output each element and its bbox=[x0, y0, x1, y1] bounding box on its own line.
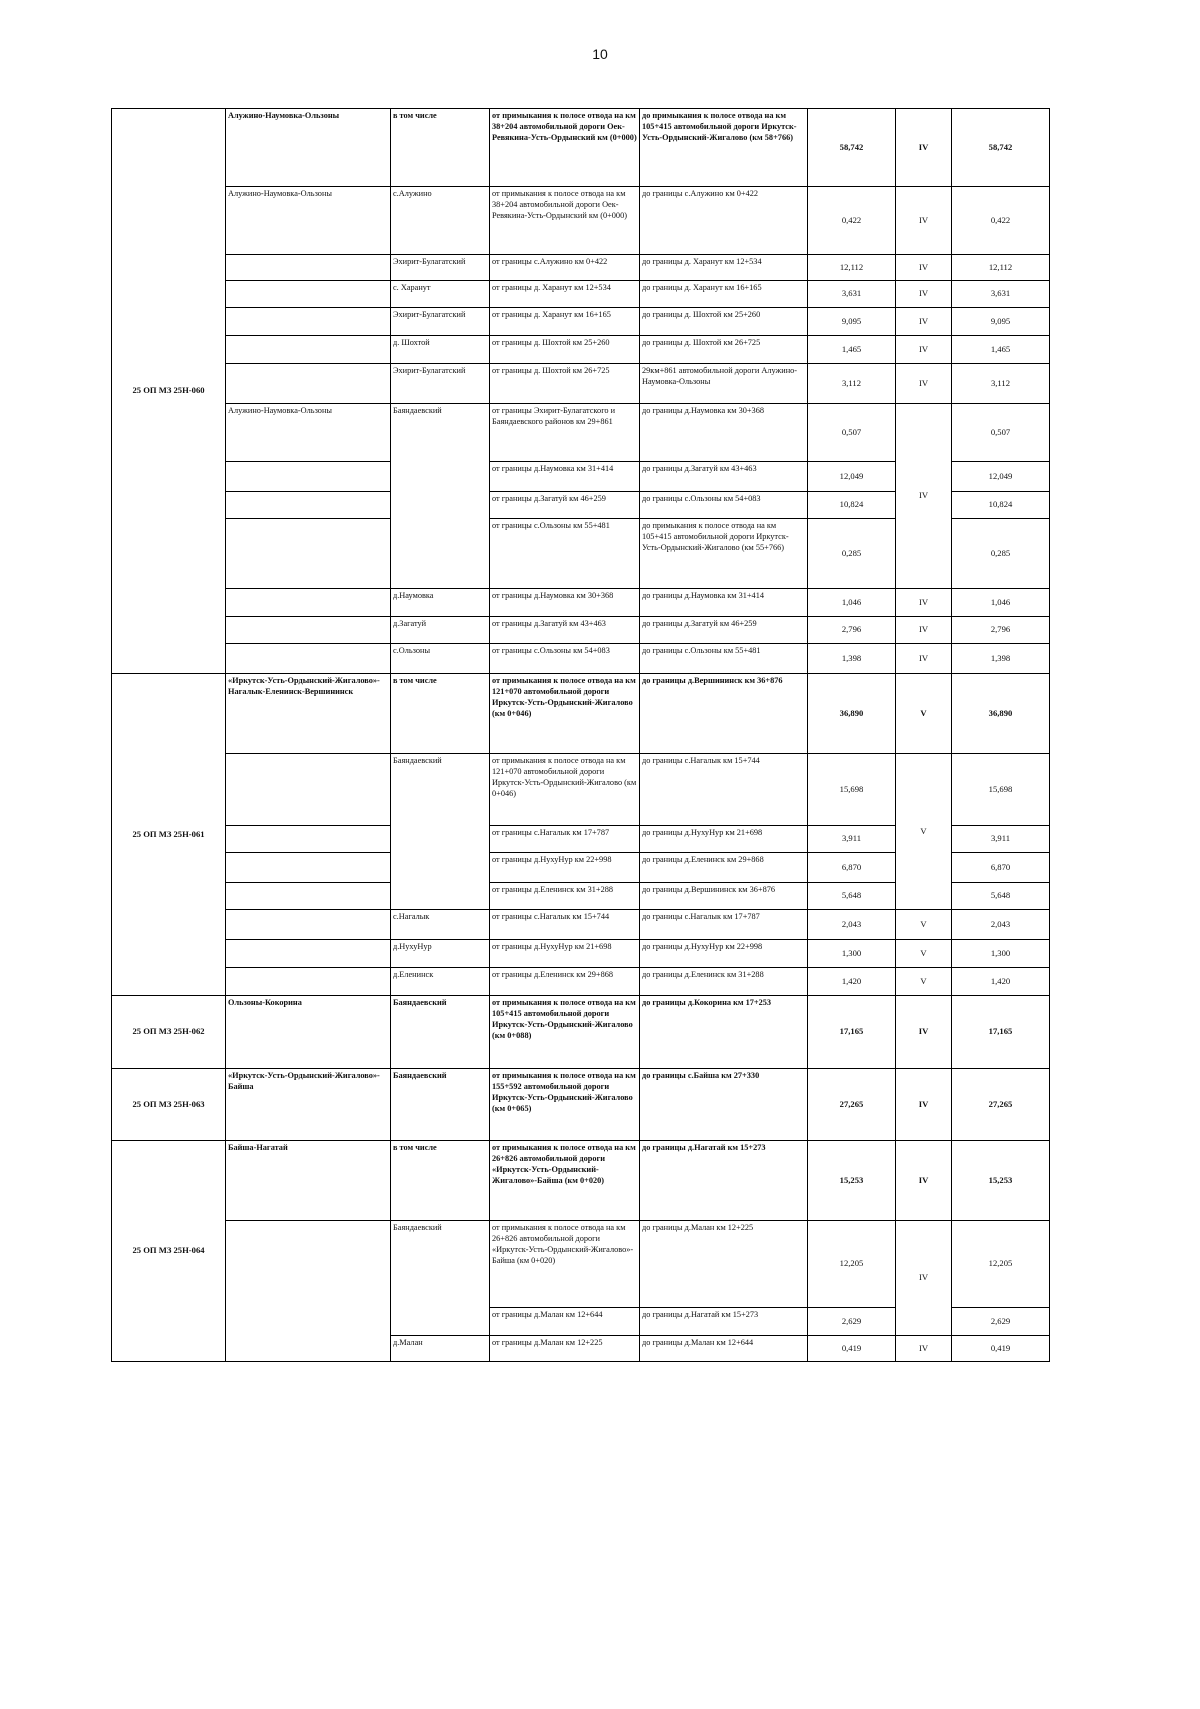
road-name bbox=[226, 364, 391, 404]
category-cell: IV bbox=[896, 109, 952, 187]
category-cell: V bbox=[896, 968, 952, 996]
length-cell: 27,265 bbox=[808, 1069, 896, 1141]
from-cell: от границы с.Нагалык км 17+787 bbox=[490, 826, 640, 853]
from-cell: от границы с.Ользоны км 55+481 bbox=[490, 519, 640, 589]
from-cell: от примыкания к полосе отвода на км 38+204 автомобильной дороги Оек-Ревякина-Усть-Ордынский км (0+000) bbox=[490, 109, 640, 187]
length-cell: 17,165 bbox=[808, 996, 896, 1069]
from-cell: от границы д.Еленинск км 29+868 bbox=[490, 968, 640, 996]
to-cell: до границы с.Ользоны км 54+083 bbox=[640, 492, 808, 519]
category-cell: IV bbox=[896, 996, 952, 1069]
to-cell: до границы с.Нагалык км 17+787 bbox=[640, 910, 808, 940]
length-cell: 36,890 bbox=[808, 674, 896, 754]
to-cell: до границы д.Загатуй км 46+259 bbox=[640, 617, 808, 644]
table-row bbox=[112, 617, 1050, 644]
road-name bbox=[226, 617, 391, 644]
district-cell: Баяндаевский bbox=[391, 1221, 490, 1336]
total-cell: 2,043 bbox=[952, 910, 1050, 940]
from-cell: от границы с.Ользоны км 54+083 bbox=[490, 644, 640, 674]
road-code: 25 ОП МЗ 25Н-063 bbox=[112, 1069, 226, 1141]
total-cell: 1,046 bbox=[952, 589, 1050, 617]
total-cell: 1,465 bbox=[952, 336, 1050, 364]
total-cell: 12,112 bbox=[952, 255, 1050, 281]
category-cell: V bbox=[896, 754, 952, 910]
to-cell: до границы с.Ользоны км 55+481 bbox=[640, 644, 808, 674]
to-cell: до границы д. Шохтой км 26+725 bbox=[640, 336, 808, 364]
total-cell: 3,631 bbox=[952, 281, 1050, 308]
length-cell: 1,420 bbox=[808, 968, 896, 996]
length-cell: 0,285 bbox=[808, 519, 896, 589]
length-cell: 12,112 bbox=[808, 255, 896, 281]
to-cell: до границы д.Кокорина км 17+253 bbox=[640, 996, 808, 1069]
from-cell: от границы д.Малан км 12+644 bbox=[490, 1308, 640, 1336]
table-row bbox=[112, 1069, 1050, 1141]
from-cell: от границы д.Загатуй км 43+463 bbox=[490, 617, 640, 644]
district-cell: с.Нагалык bbox=[391, 910, 490, 940]
total-cell: 1,420 bbox=[952, 968, 1050, 996]
total-cell: 17,165 bbox=[952, 996, 1050, 1069]
table-row bbox=[112, 754, 1050, 826]
table-row bbox=[112, 109, 1050, 187]
category-cell: IV bbox=[896, 255, 952, 281]
district-cell: д.НухуНур bbox=[391, 940, 490, 968]
from-cell: от границы д.Еленинск км 31+288 bbox=[490, 883, 640, 910]
total-cell: 12,205 bbox=[952, 1221, 1050, 1308]
road-name bbox=[226, 462, 391, 492]
total-cell: 58,742 bbox=[952, 109, 1050, 187]
from-cell: от примыкания к полосе отвода на км 26+826 автомобильной дороги «Иркутск-Усть-Ордынский-Жигалово»-Байша (км 0+020) bbox=[490, 1141, 640, 1221]
district-cell: в том числе bbox=[391, 674, 490, 754]
road-name bbox=[226, 255, 391, 281]
to-cell: до границы с.Байша км 27+330 bbox=[640, 1069, 808, 1141]
total-cell: 2,629 bbox=[952, 1308, 1050, 1336]
from-cell: от границы д.Наумовка км 31+414 bbox=[490, 462, 640, 492]
to-cell: до границы д.Нагатай км 15+273 bbox=[640, 1308, 808, 1336]
road-name: Алужино-Наумовка-Ользоны bbox=[226, 109, 391, 187]
category-cell: IV bbox=[896, 187, 952, 255]
length-cell: 58,742 bbox=[808, 109, 896, 187]
total-cell: 27,265 bbox=[952, 1069, 1050, 1141]
from-cell: от примыкания к полосе отвода на км 121+070 автомобильной дороги Иркутск-Усть-Ордынский-Жигалово (км 0+046) bbox=[490, 674, 640, 754]
category-cell: IV bbox=[896, 1141, 952, 1221]
table-row bbox=[112, 308, 1050, 336]
total-cell: 1,398 bbox=[952, 644, 1050, 674]
category-cell: IV bbox=[896, 589, 952, 617]
from-cell: от примыкания к полосе отвода на км 155+592 автомобильной дороги Иркутск-Усть-Ордынский-Жигалово (км 0+065) bbox=[490, 1069, 640, 1141]
road-name bbox=[226, 826, 391, 853]
total-cell: 2,796 bbox=[952, 617, 1050, 644]
road-name bbox=[226, 644, 391, 674]
length-cell: 1,398 bbox=[808, 644, 896, 674]
table-row bbox=[112, 336, 1050, 364]
from-cell: от границы д. Харанут км 12+534 bbox=[490, 281, 640, 308]
to-cell: до границы д.Наумовка км 30+368 bbox=[640, 404, 808, 462]
table-row bbox=[112, 1141, 1050, 1221]
to-cell: до границы д.Наумовка км 31+414 bbox=[640, 589, 808, 617]
category-cell: IV bbox=[896, 617, 952, 644]
to-cell: до границы д.Нагатай км 15+273 bbox=[640, 1141, 808, 1221]
category-cell: V bbox=[896, 940, 952, 968]
from-cell: от примыкания к полосе отвода на км 38+204 автомобильной дороги Оек-Ревякина-Усть-Ордынский км (0+000) bbox=[490, 187, 640, 255]
total-cell: 9,095 bbox=[952, 308, 1050, 336]
from-cell: от границы д. Шохтой км 25+260 bbox=[490, 336, 640, 364]
to-cell: до границы д.Еленинск км 29+868 bbox=[640, 853, 808, 883]
road-name: Ользоны-Кокорина bbox=[226, 996, 391, 1069]
roads-table bbox=[111, 108, 1050, 1362]
length-cell: 5,648 bbox=[808, 883, 896, 910]
from-cell: от границы Эхирит-Булагатского и Баяндаевского районов км 29+861 bbox=[490, 404, 640, 462]
length-cell: 9,095 bbox=[808, 308, 896, 336]
length-cell: 1,465 bbox=[808, 336, 896, 364]
length-cell: 1,300 bbox=[808, 940, 896, 968]
to-cell: до примыкания к полосе отвода на км 105+415 автомобильной дороги Иркутск-Усть-Ордынский-Жигалово (км 55+766) bbox=[640, 519, 808, 589]
district-cell: д. Шохтой bbox=[391, 336, 490, 364]
length-cell: 6,870 bbox=[808, 853, 896, 883]
from-cell: от границы д. Шохтой км 26+725 bbox=[490, 364, 640, 404]
district-cell: Баяндаевский bbox=[391, 754, 490, 910]
table-row bbox=[112, 281, 1050, 308]
total-cell: 3,911 bbox=[952, 826, 1050, 853]
road-name bbox=[226, 281, 391, 308]
category-cell: IV bbox=[896, 364, 952, 404]
district-cell: Баяндаевский bbox=[391, 1069, 490, 1141]
category-cell: IV bbox=[896, 281, 952, 308]
table-row bbox=[112, 674, 1050, 754]
total-cell: 36,890 bbox=[952, 674, 1050, 754]
from-cell: от примыкания к полосе отвода на км 26+826 автомобильной дороги «Иркутск-Усть-Ордынский-Жигалово»-Байша (км 0+020) bbox=[490, 1221, 640, 1308]
table-row bbox=[112, 589, 1050, 617]
to-cell: до границы д. Харанут км 16+165 bbox=[640, 281, 808, 308]
table-row bbox=[112, 968, 1050, 996]
district-cell: в том числе bbox=[391, 1141, 490, 1221]
category-cell: V bbox=[896, 674, 952, 754]
length-cell: 12,049 bbox=[808, 462, 896, 492]
to-cell: до границы д.НухуНур км 22+998 bbox=[640, 940, 808, 968]
length-cell: 15,253 bbox=[808, 1141, 896, 1221]
total-cell: 12,049 bbox=[952, 462, 1050, 492]
length-cell: 3,911 bbox=[808, 826, 896, 853]
table-row bbox=[112, 364, 1050, 404]
length-cell: 3,631 bbox=[808, 281, 896, 308]
from-cell: от границы д.НухуНур км 21+698 bbox=[490, 940, 640, 968]
to-cell: до границы д.Малан км 12+225 bbox=[640, 1221, 808, 1308]
district-cell: Баяндаевский bbox=[391, 996, 490, 1069]
total-cell: 6,870 bbox=[952, 853, 1050, 883]
district-cell: Баяндаевский bbox=[391, 404, 490, 589]
category-cell: IV bbox=[896, 308, 952, 336]
from-cell: от границы с.Нагалык км 15+744 bbox=[490, 910, 640, 940]
to-cell: до границы д.Загатуй км 43+463 bbox=[640, 462, 808, 492]
table-row bbox=[112, 996, 1050, 1069]
to-cell: 29км+861 автомобильной дороги Алужино-Наумовка-Ользоны bbox=[640, 364, 808, 404]
total-cell: 0,507 bbox=[952, 404, 1050, 462]
district-cell: с.Алужино bbox=[391, 187, 490, 255]
from-cell: от примыкания к полосе отвода на км 105+415 автомобильной дороги Иркутск-Усть-Ордынский-Жигалово (км 0+088) bbox=[490, 996, 640, 1069]
road-name bbox=[226, 940, 391, 968]
from-cell: от границы д.Загатуй км 46+259 bbox=[490, 492, 640, 519]
to-cell: до границы д. Харанут км 12+534 bbox=[640, 255, 808, 281]
district-cell: Эхирит-Булагатский bbox=[391, 308, 490, 336]
road-code: 25 ОП МЗ 25Н-061 bbox=[112, 674, 226, 996]
total-cell: 0,285 bbox=[952, 519, 1050, 589]
length-cell: 2,043 bbox=[808, 910, 896, 940]
road-name: «Иркутск-Усть-Ордынский-Жигалово»-Байша bbox=[226, 1069, 391, 1141]
from-cell: от границы д.Малан км 12+225 bbox=[490, 1336, 640, 1362]
length-cell: 3,112 bbox=[808, 364, 896, 404]
length-cell: 15,698 bbox=[808, 754, 896, 826]
district-cell: с. Харанут bbox=[391, 281, 490, 308]
road-name: Алужино-Наумовка-Ользоны bbox=[226, 187, 391, 255]
length-cell: 10,824 bbox=[808, 492, 896, 519]
length-cell: 12,205 bbox=[808, 1221, 896, 1308]
category-cell: V bbox=[896, 910, 952, 940]
length-cell: 1,046 bbox=[808, 589, 896, 617]
road-code: 25 ОП МЗ 25Н-064 bbox=[112, 1141, 226, 1362]
table-row bbox=[112, 644, 1050, 674]
total-cell: 5,648 bbox=[952, 883, 1050, 910]
total-cell: 0,419 bbox=[952, 1336, 1050, 1362]
road-name bbox=[226, 492, 391, 519]
from-cell: от границы д. Харанут км 16+165 bbox=[490, 308, 640, 336]
to-cell: до границы д.НухуНур км 21+698 bbox=[640, 826, 808, 853]
category-cell: IV bbox=[896, 1069, 952, 1141]
road-name bbox=[226, 853, 391, 883]
table-row bbox=[112, 404, 1050, 462]
road-name bbox=[226, 519, 391, 589]
total-cell: 0,422 bbox=[952, 187, 1050, 255]
table-row bbox=[112, 1221, 1050, 1308]
road-name bbox=[226, 883, 391, 910]
page-number: 10 bbox=[592, 46, 608, 62]
length-cell: 0,422 bbox=[808, 187, 896, 255]
total-cell: 1,300 bbox=[952, 940, 1050, 968]
to-cell: до примыкания к полосе отвода на км 105+415 автомобильной дороги Иркутск-Усть-Ордынский-Жигалово (км 58+766) bbox=[640, 109, 808, 187]
district-cell: с.Ользоны bbox=[391, 644, 490, 674]
to-cell: до границы д.Малан км 12+644 bbox=[640, 1336, 808, 1362]
road-name: «Иркутск-Усть-Ордынский-Жигалово»-Нагалык-Еленинск-Вершининск bbox=[226, 674, 391, 754]
total-cell: 3,112 bbox=[952, 364, 1050, 404]
total-cell: 15,698 bbox=[952, 754, 1050, 826]
road-name: Алужино-Наумовка-Ользоны bbox=[226, 404, 391, 462]
district-cell: д.Загатуй bbox=[391, 617, 490, 644]
road-name bbox=[226, 754, 391, 826]
district-cell: д.Малан bbox=[391, 1336, 490, 1362]
from-cell: от границы с.Алужино км 0+422 bbox=[490, 255, 640, 281]
road-name: Байша-Нагатай bbox=[226, 1141, 391, 1221]
district-cell: Эхирит-Булагатский bbox=[391, 364, 490, 404]
from-cell: от примыкания к полосе отвода на км 121+070 автомобильной дороги Иркутск-Усть-Ордынский-Жигалово (км 0+046) bbox=[490, 754, 640, 826]
to-cell: до границы д.Вершининск км 36+876 bbox=[640, 883, 808, 910]
table-row bbox=[112, 255, 1050, 281]
category-cell: IV bbox=[896, 336, 952, 364]
from-cell: от границы д.Наумовка км 30+368 bbox=[490, 589, 640, 617]
to-cell: до границы д.Еленинск км 31+288 bbox=[640, 968, 808, 996]
length-cell: 0,419 bbox=[808, 1336, 896, 1362]
length-cell: 2,796 bbox=[808, 617, 896, 644]
road-name bbox=[226, 336, 391, 364]
category-cell: IV bbox=[896, 1221, 952, 1336]
table-row bbox=[112, 187, 1050, 255]
table-row bbox=[112, 910, 1050, 940]
district-cell: д.Наумовка bbox=[391, 589, 490, 617]
to-cell: до границы д. Шохтой км 25+260 bbox=[640, 308, 808, 336]
road-name bbox=[226, 968, 391, 996]
length-cell: 0,507 bbox=[808, 404, 896, 462]
district-cell: Эхирит-Булагатский bbox=[391, 255, 490, 281]
road-name bbox=[226, 910, 391, 940]
category-cell: IV bbox=[896, 1336, 952, 1362]
road-code: 25 ОП МЗ 25Н-062 bbox=[112, 996, 226, 1069]
total-cell: 10,824 bbox=[952, 492, 1050, 519]
table-row bbox=[112, 940, 1050, 968]
road-name bbox=[226, 308, 391, 336]
to-cell: до границы с.Нагалык км 15+744 bbox=[640, 754, 808, 826]
category-cell: IV bbox=[896, 644, 952, 674]
length-cell: 2,629 bbox=[808, 1308, 896, 1336]
district-cell: д.Еленинск bbox=[391, 968, 490, 996]
district-cell: в том числе bbox=[391, 109, 490, 187]
to-cell: до границы с.Алужино км 0+422 bbox=[640, 187, 808, 255]
road-code: 25 ОП МЗ 25Н-060 bbox=[112, 109, 226, 674]
total-cell: 15,253 bbox=[952, 1141, 1050, 1221]
from-cell: от границы д.НухуНур км 22+998 bbox=[490, 853, 640, 883]
category-cell: IV bbox=[896, 404, 952, 589]
to-cell: до границы д.Вершининск км 36+876 bbox=[640, 674, 808, 754]
road-name bbox=[226, 1221, 391, 1362]
road-name bbox=[226, 589, 391, 617]
